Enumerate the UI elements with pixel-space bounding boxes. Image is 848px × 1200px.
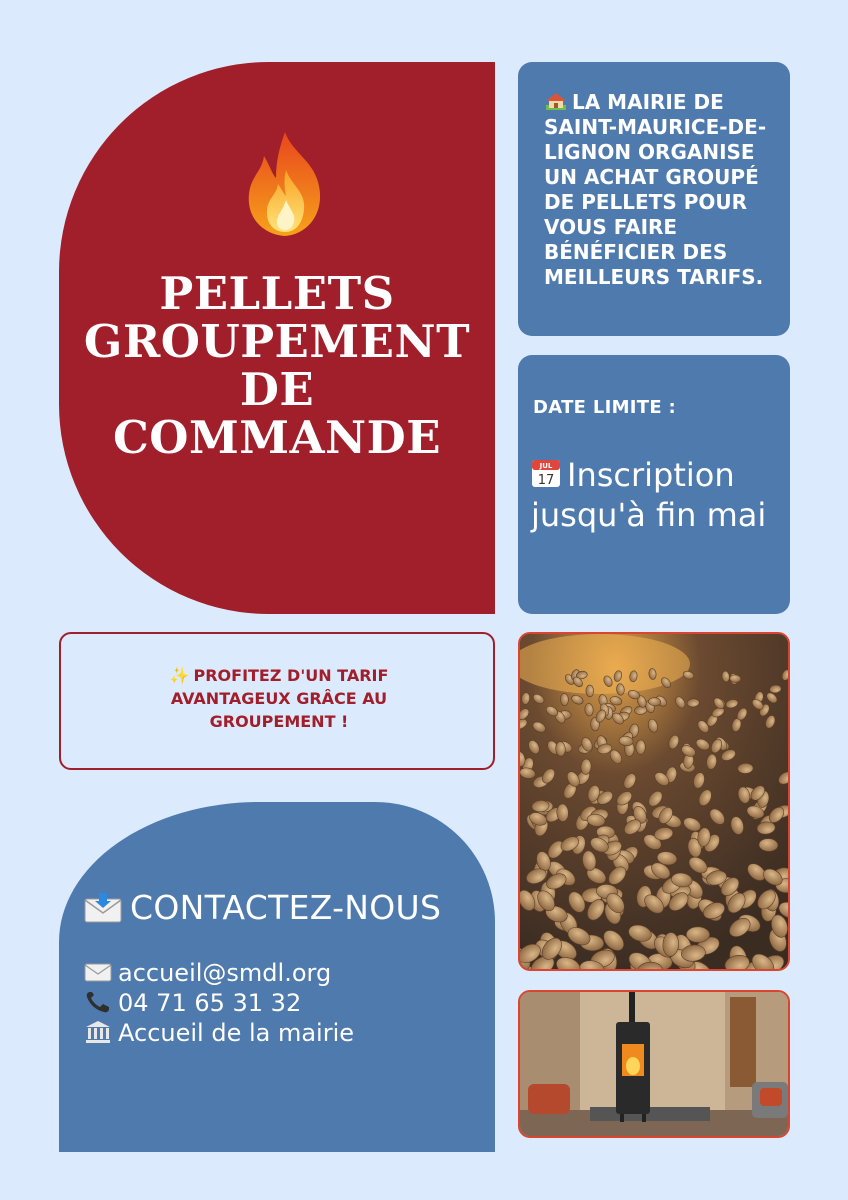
page-title (59, 267, 495, 464)
fire-icon (240, 130, 330, 238)
intro-text: LA MAIRIE DE SAINT-MAURICE-DE-LIGNON ORGANISE UN ACHAT GROUPÉ DE PELLETS POUR VOUS FAIRE BÉNÉFICIER DES MEILLEURS TARIFS. (544, 90, 767, 289)
calendar-icon (531, 458, 561, 488)
deadline-text: Inscription jusqu'à fin mai (531, 456, 767, 534)
promo-box (59, 632, 495, 770)
contact-phone[interactable]: 04 71 65 31 32 (118, 989, 302, 1017)
deadline-label: DATE LIMITE : (533, 397, 677, 418)
pellets-illustration (520, 634, 790, 971)
building-icon (84, 1020, 112, 1044)
promo-text-block (121, 664, 437, 733)
contact-place: Accueil de la mairie (118, 1019, 355, 1047)
contact-phone-line (84, 988, 301, 1018)
contact-email[interactable]: accueil@smdl.org (118, 959, 332, 987)
title-line: PELLETS (159, 267, 395, 320)
phone-icon (84, 990, 112, 1014)
contact-email-line (84, 958, 331, 988)
contact-title-text: CONTACTEZ-NOUS (130, 888, 442, 927)
pellet-shape (586, 685, 594, 697)
envelope-download-icon (84, 893, 122, 923)
calendar-month: JUL (539, 462, 553, 470)
title-line: COMMANDE (112, 411, 441, 464)
deadline-card (518, 355, 790, 614)
deadline-text-block (531, 455, 783, 535)
stove-illustration (520, 992, 790, 1138)
pellet-shape (686, 927, 710, 943)
pellet-shape (636, 740, 646, 755)
calendar-day: 17 (537, 473, 555, 488)
contact-title (84, 888, 441, 927)
sparkles-icon: ✨ (169, 666, 190, 685)
pellets-photo (518, 632, 790, 971)
title-line: GROUPEMENT (83, 315, 471, 368)
house-icon (544, 91, 568, 111)
intro-text-block (544, 90, 780, 290)
stove-photo (518, 990, 790, 1138)
intro-card (518, 62, 790, 336)
email-icon (84, 960, 112, 984)
title-line: DE (239, 363, 315, 416)
contact-place-line (84, 1018, 354, 1048)
promo-text: PROFITEZ D'UN TARIF AVANTAGEUX GRÂCE AU GROUPEMENT ! (170, 666, 389, 731)
